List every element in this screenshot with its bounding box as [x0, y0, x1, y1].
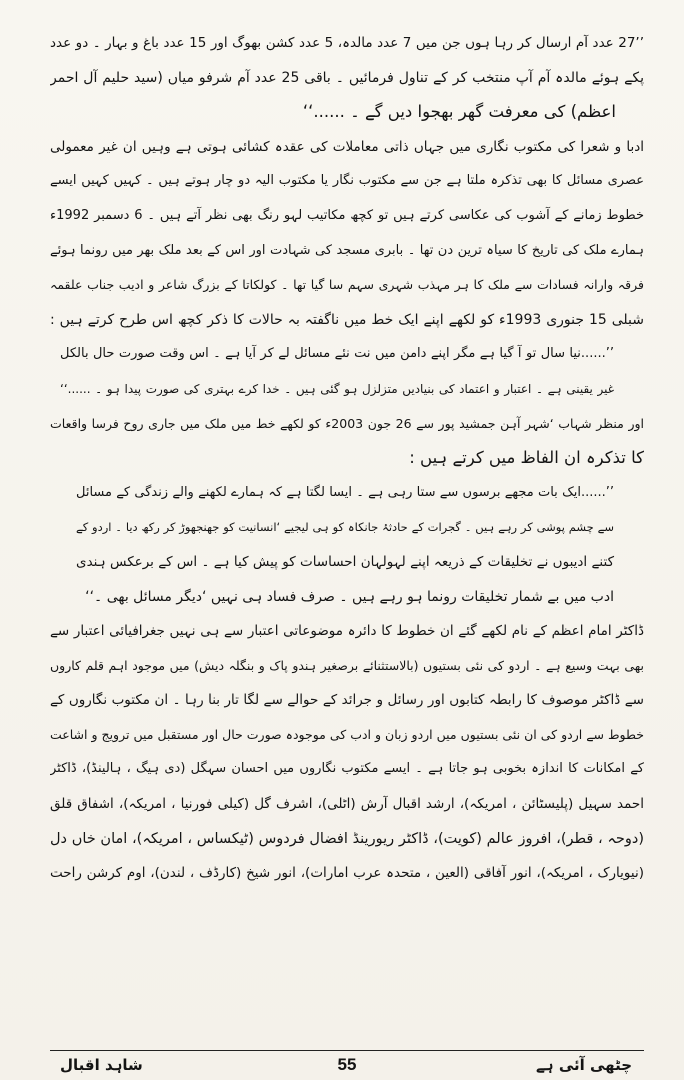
text-line: ادبا و شعرا کی مکتوب نگاری میں جہاں ذاتی معاملات کی عقدہ کشائی ہوتی ہے وہیں ان غیر معمولی — [50, 138, 644, 155]
quote-line: سے چشم پوشی کر رہے ہیں ۔ گجرات کے حادثۂ جانکاہ کو ہی لیجیے ‘انسانیت کو جھنجھوڑ کر رکھ دیا ۔ اردو کے — [76, 520, 614, 535]
text-line: (نیویارک ، امریکہ)، انور آفاقی (العین ، متحدہ عرب امارات)، انور شیخ (کارڈف ، لندن)، اوم کرشن راحت — [50, 865, 644, 882]
text-line: سے ڈاکٹر موصوف کا رابطہ کتابوں اور رسائل و جرائد کے حوالے سے لگا تار بنا رہا ۔ ان مکتوب نگاروں کے — [50, 692, 644, 709]
text-line: ڈاکٹر امام اعظم کے نام لکھے گئے ان خطوط کا دائرہ موضوعاتی اعتبار سے ہی نہیں جغرافیائی اعتبار سے — [50, 623, 644, 640]
text-line: اور منظر شہاب ‘شہر آہن جمشید پور سے 26 جون 2003ء کو لکھے خط میں ملک میں جاری روح فرسا واقعات — [50, 415, 644, 431]
page-body-text — [50, 26, 644, 891]
text-line: عصری مسائل کا بھی تذکرہ ملتا ہے جن سے مکتوب نگار یا مکتوب الیہ دو چار ہوتے ہیں ۔ کہیں کہیں ایسے — [50, 173, 644, 189]
text-line: خطوط زمانے کے آشوب کی عکاسی کرتے ہیں تو کچھ مکاتیب لہو رنگ بھی نظر آتے ہیں ۔ 6 دسمبر 1992ء — [50, 207, 644, 223]
footer-book-title: چٹھی آئی ہے — [536, 1056, 632, 1074]
text-line: پکے ہوئے مالدہ آم آپ منتخب کر کے تناول فرمائیں ۔ باقی 25 عدد آم شرفو میاں (سید حلیم آل احمر — [50, 69, 644, 86]
text-line: ’’27 عدد آم ارسال کر رہا ہوں جن میں 7 عدد مالدہ، 5 عدد کشن بھوگ اور 15 عدد باغ و بہار ۔ دو عدد — [50, 35, 644, 51]
quote-line: ’’......نیا سال تو آ گیا ہے مگر اپنے دامن میں نت نئے مسائل لے کر آیا ہے ۔ اس وقت صورت حال بالکل — [60, 346, 614, 362]
quote-line: کتنے ادیبوں نے تخلیقات کے ذریعہ اپنے لہولہان احساسات کو پیش کیا ہے ۔ اس کے برعکس ہندی — [76, 553, 614, 570]
quote-line: ’’......ایک بات مجھے برسوں سے ستا رہی ہے ۔ ایسا لگتا ہے کہ ہمارے لکھنے والے زندگی کے مسائل — [76, 484, 614, 500]
text-line: بھی بہت وسیع ہے ۔ اردو کی نئی بستیوں (بالاستثنائے برصغیر ہندو پاک و بنگلہ دیش) میں موجود اہم قلم کاروں — [50, 657, 644, 673]
text-line: فرقہ وارانہ فسادات سے ملک کا ہر مہذب شہری سہم سا گیا تھا ۔ کولکاتا کے بزرگ شاعر و ادیب جناب علقمہ — [50, 277, 644, 293]
text-line: کے امکانات کا اندازہ بخوبی ہو جاتا ہے ۔ ایسے مکتوب نگاروں میں احسان سہگل (دی ہیگ ، ہالینڈ)، ڈاکٹر — [50, 761, 644, 777]
quote-line: ادب میں بے شمار تخلیقات رونما ہو رہے ہیں ۔ صرف فساد ہی نہیں ‘دیگر مسائل بھی ۔‘‘ — [85, 588, 614, 605]
text-line: شبلی 15 جنوری 1993ء کو لکھے اپنے ایک خط میں ناگفتہ بہ حالات کا ذکر کچھ اس طرح کرتے ہیں : — [50, 311, 644, 328]
page-number: 55 — [337, 1055, 357, 1074]
footer-author: شاہد اقبال — [60, 1056, 143, 1074]
text-line: احمد سہیل (پلیسٹائن ، امریکہ)، ارشد اقبال آرش (اٹلی)، اشرف گل (کیلی فورنیا ، امریکہ)، اشفاق قلق — [50, 796, 644, 813]
page-footer — [50, 1052, 644, 1078]
footer-divider — [50, 1050, 644, 1051]
text-line: ہمارے ملک کی تاریخ کا سیاہ ترین دن تھا ۔ بابری مسجد کی شہادت اور اس کے بعد ملک بھر میں رونما ہوئے — [50, 242, 644, 258]
text-line: خطوط سے اردو کی ان نئی بستیوں میں اردو زبان و ادب کی موجودہ صورت حال اور مستقبل میں ترویج و اشاعت — [50, 726, 644, 742]
text-line: کا تذکرہ ان الفاظ میں کرتے ہیں : — [409, 448, 644, 468]
text-line: اعظم) کی معرفت گھر بھجوا دیں گے ۔ ......‘‘ — [302, 102, 616, 122]
text-line: (دوحہ ، قطر)، افروز عالم (کویت)، ڈاکٹر ریورینڈ افضال فردوس (ٹیکساس ، امریکہ)، امان خاں دل — [50, 830, 644, 847]
quote-line: غیر یقینی ہے ۔ اعتبار و اعتماد کی بنیادیں متزلزل ہو گئی ہیں ۔ خدا کرے بہتری کی صورت پیدا ہو ۔ ......‘‘ — [60, 381, 614, 396]
